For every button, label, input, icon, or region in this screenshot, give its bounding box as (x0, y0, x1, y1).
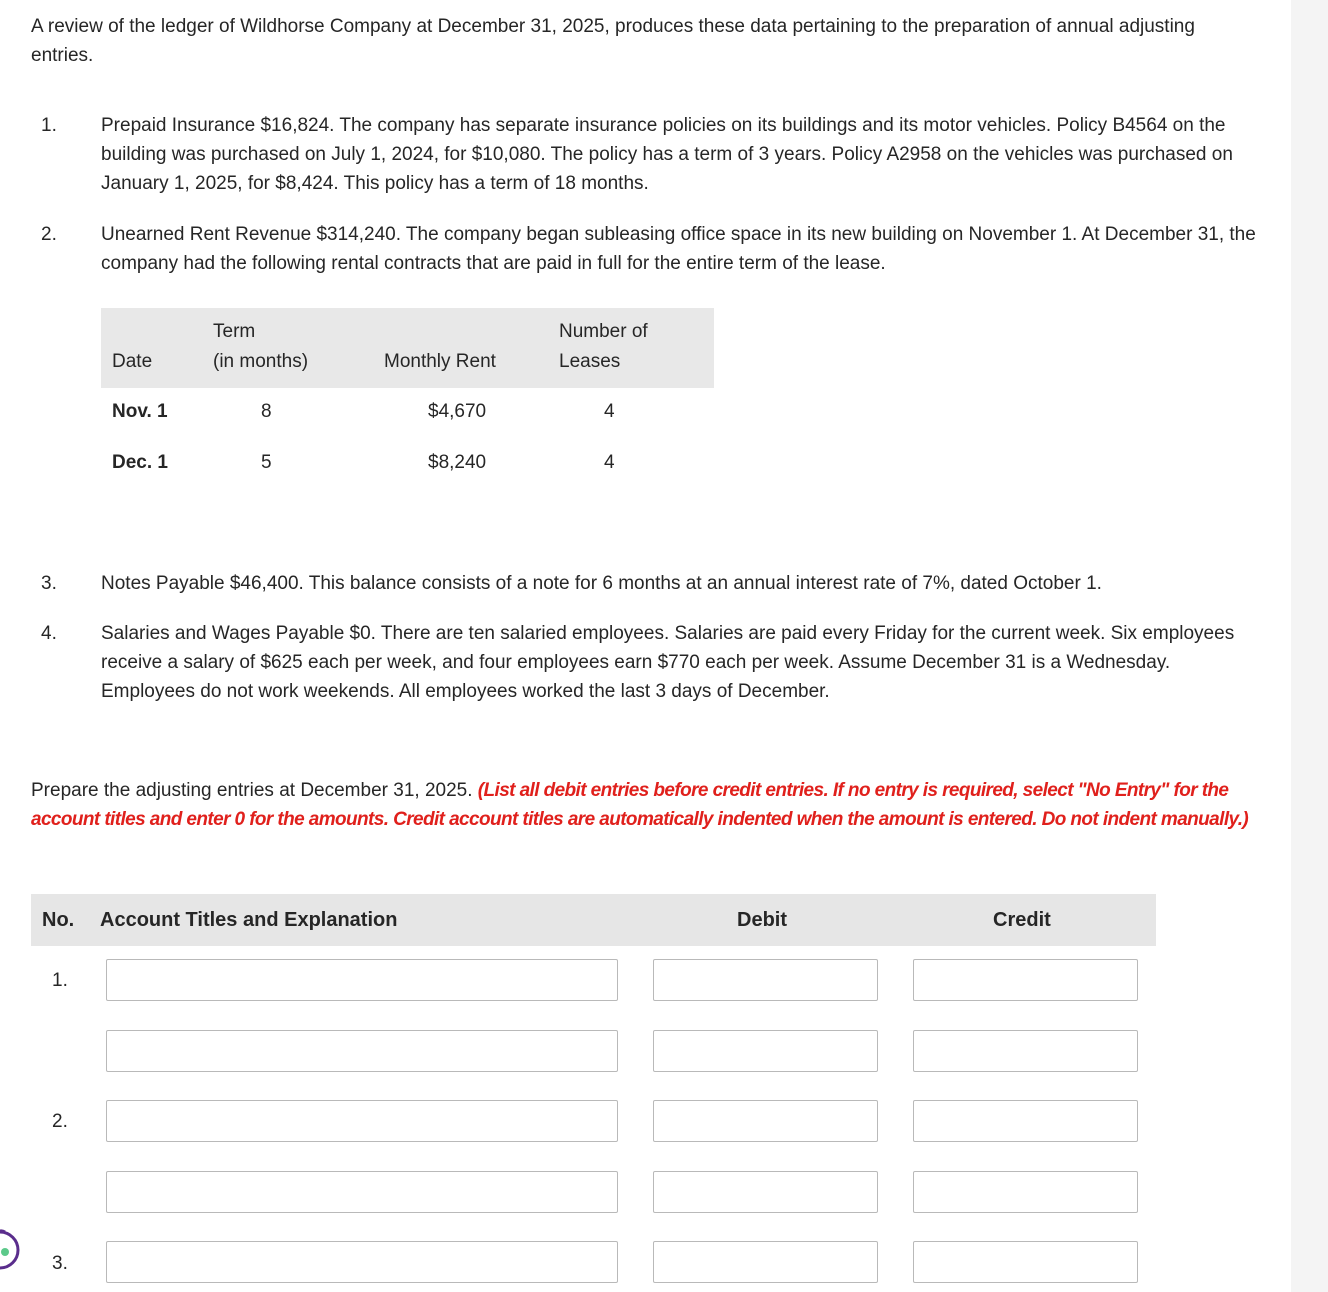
debit-amount-input[interactable] (653, 1100, 878, 1142)
account-title-input[interactable] (106, 1241, 618, 1283)
item-text: Unearned Rent Revenue $314,240. The company began subleasing office space in its new building on November 1. At December 31, the company had the following rental contracts that are paid in full for the entire term of the lease. (101, 224, 1256, 274)
cell-date: Dec. 1 (112, 452, 168, 473)
cell-rent: $4,670 (428, 401, 487, 422)
journal-table-header (31, 894, 1156, 946)
credit-amount-input[interactable] (913, 1171, 1138, 1213)
item-text: Salaries and Wages Payable $0. There are ten salaried employees. Salaries are paid every Friday for the current week. Six employees receive a salary of $625 each per week, and four employees earn $770 each per week. Assume December 31 is a Wednesday. Employees do not work weekends. All employees worked the last 3 days of December. (101, 623, 1235, 702)
debit-amount-input[interactable] (653, 1241, 878, 1283)
cell-term: 5 (261, 452, 272, 473)
item-number: 1. (41, 115, 57, 136)
account-title-input[interactable] (106, 1100, 618, 1142)
credit-amount-input[interactable] (913, 1100, 1138, 1142)
header-debit: Debit (737, 909, 787, 931)
item-number: 2. (41, 224, 57, 245)
header-account-titles: Account Titles and Explanation (100, 909, 398, 931)
account-title-input[interactable] (106, 1030, 618, 1072)
account-title-input[interactable] (106, 1171, 618, 1213)
instructions (31, 776, 1271, 834)
assistant-avatar-icon[interactable] (0, 1228, 22, 1272)
header-term-line2: (in months) (213, 351, 309, 372)
debit-amount-input[interactable] (653, 1030, 878, 1072)
cell-date: Nov. 1 (112, 401, 168, 422)
cell-rent: $8,240 (428, 452, 487, 473)
header-no: No. (42, 909, 75, 931)
debit-amount-input[interactable] (653, 959, 878, 1001)
account-title-input[interactable] (106, 959, 618, 1001)
header-leases-line1: Number of (559, 321, 648, 342)
entry-number-1: 1. (52, 970, 68, 991)
cell-leases: 4 (604, 452, 615, 473)
credit-amount-input[interactable] (913, 959, 1138, 1001)
item-number: 3. (41, 573, 57, 594)
entry-number-2: 2. (52, 1111, 68, 1132)
credit-amount-input[interactable] (913, 1241, 1138, 1283)
table-row (101, 397, 714, 427)
header-date: Date (112, 351, 153, 372)
instructions-plain: Prepare the adjusting entries at December 31, 2025. (31, 780, 473, 801)
cell-leases: 4 (604, 401, 615, 422)
item-text: Prepaid Insurance $16,824. The company has separate insurance policies on its buildings and its motor vehicles. Policy B4564 on the building was purchased on July 1, 2024, for $10,080. The policy has a term of 3 years. Policy A2958 on the vehicles was purchased on January 1, 2025, for $8,424. This policy has a term of 18 months. (101, 115, 1233, 194)
rental-table-header (101, 308, 714, 388)
instructions-red: (List all debit entries before credit entries. If no entry is required, select "No Entry" for the account titles and enter 0 for the amounts. Credit account titles are automatically indented when the amount is entered. Do not indent manually.) (31, 780, 1249, 830)
debit-amount-input[interactable] (653, 1171, 878, 1213)
credit-amount-input[interactable] (913, 1030, 1138, 1072)
header-monthly-rent: Monthly Rent (384, 351, 496, 372)
header-leases-line2: Leases (559, 351, 621, 372)
header-credit: Credit (993, 909, 1051, 931)
header-term-line1: Term (213, 321, 256, 342)
entry-number-3: 3. (52, 1253, 68, 1274)
item-number: 4. (41, 623, 57, 644)
right-scroll-strip (1291, 0, 1328, 1292)
problem-intro: A review of the ledger of Wildhorse Company at December 31, 2025, produces these data pertaining to the preparation of annual adjusting entries. (31, 16, 1195, 66)
item-text: Notes Payable $46,400. This balance consists of a note for 6 months at an annual interest rate of 7%, dated October 1. (101, 573, 1102, 594)
table-row (101, 448, 714, 478)
cell-term: 8 (261, 401, 272, 422)
